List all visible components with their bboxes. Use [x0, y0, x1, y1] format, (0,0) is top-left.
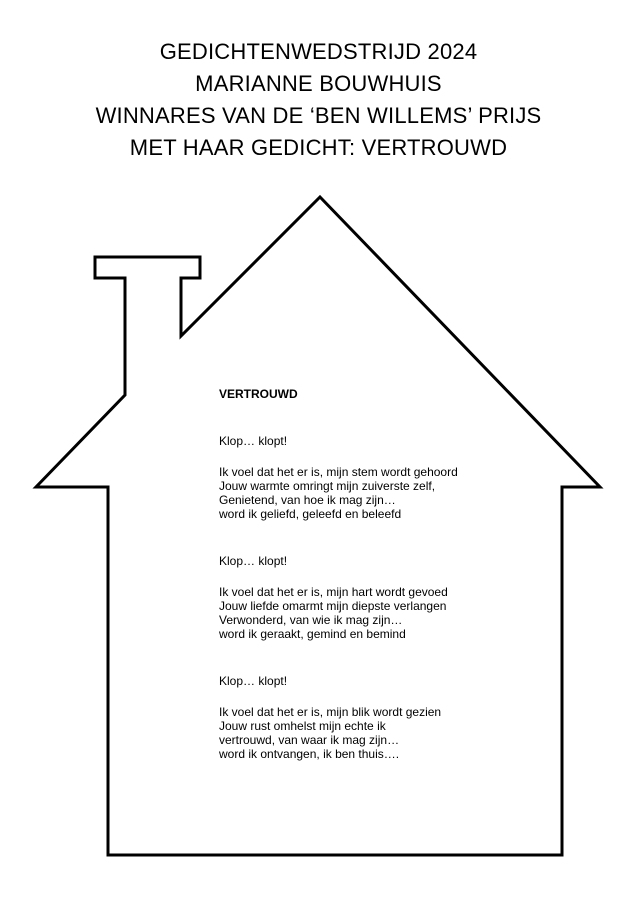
poem-line: Jouw rust omhelst mijn echte ik — [219, 719, 386, 733]
header-line-prize: WINNARES VAN DE ‘BEN WILLEMS’ PRIJS — [95, 103, 542, 128]
poem-body — [219, 387, 539, 794]
header-line-author: MARIANNE BOUWHUIS — [195, 71, 442, 96]
poem-line: word ik geliefd, geleefd en beleefd — [219, 507, 402, 521]
poem-line: Genietend, van hoe ik mag zijn… — [219, 493, 396, 507]
stanza-3 — [219, 674, 539, 761]
poem-line: Jouw warmte omringt mijn zuiverste zelf, — [219, 479, 436, 493]
stanza-1 — [219, 434, 539, 521]
poem-line: vertrouwd, van waar ik mag zijn… — [219, 733, 400, 747]
refrain: Klop… klopt! — [219, 554, 288, 568]
poem-line: Ik voel dat het er is, mijn hart wordt gevoed — [219, 585, 448, 599]
poem-title: VERTROUWD — [219, 387, 298, 401]
poem-line: Ik voel dat het er is, mijn stem wordt gehoord — [219, 465, 458, 479]
poem-line: word ik ontvangen, ik ben thuis…. — [219, 747, 400, 761]
header-line-contest: GEDICHTENWEDSTRIJD 2024 — [159, 39, 478, 64]
poem-line: word ik geraakt, gemind en bemind — [219, 627, 406, 641]
poem-line: Ik voel dat het er is, mijn blik wordt gezien — [219, 705, 442, 719]
refrain: Klop… klopt! — [219, 434, 288, 448]
poem-line: Verwonderd, van wie ik mag zijn… — [219, 613, 403, 627]
poem-line: Jouw liefde omarmt mijn diepste verlangen — [219, 599, 447, 613]
stanza-2 — [219, 554, 539, 641]
header-line-poem-title: MET HAAR GEDICHT: VERTROUWD — [129, 135, 508, 160]
refrain: Klop… klopt! — [219, 674, 288, 688]
